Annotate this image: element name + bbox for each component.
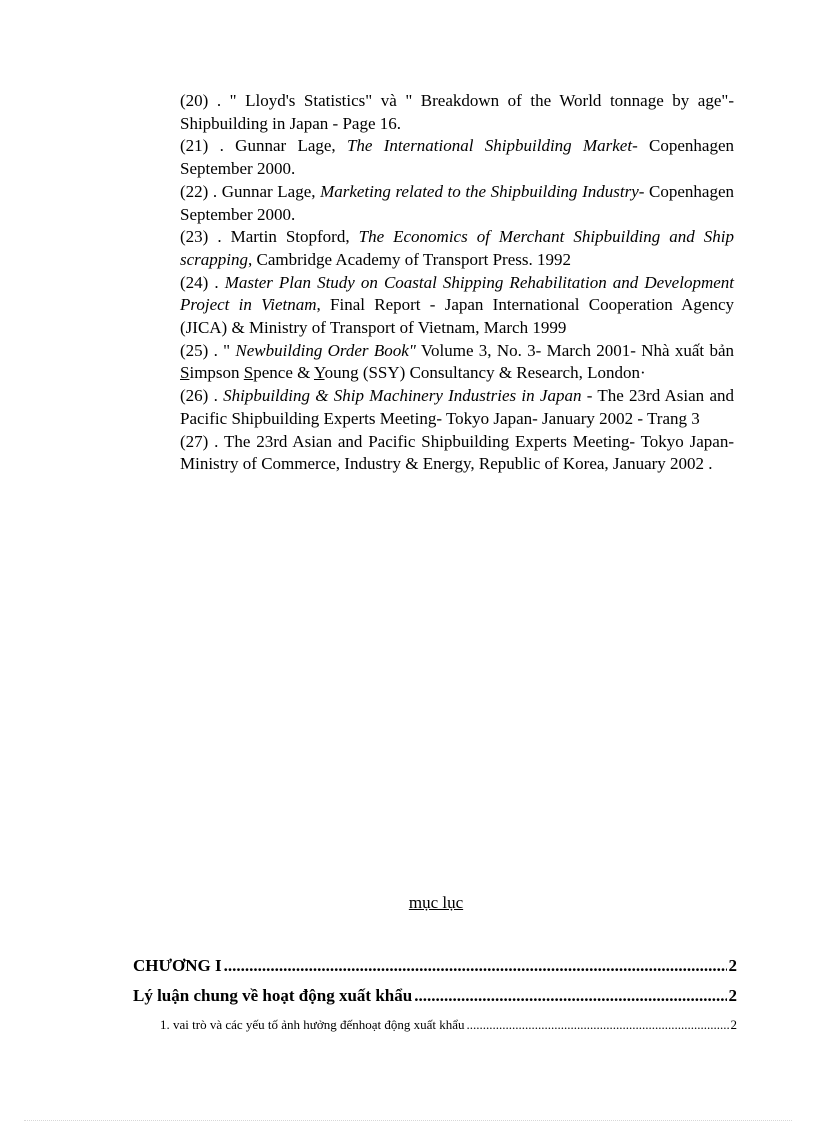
reference-text: , Cambridge Academy of Transport Press. 1992 bbox=[248, 249, 571, 269]
toc-page-number: 2 bbox=[728, 956, 737, 975]
reference-item bbox=[180, 226, 734, 271]
reference-list bbox=[180, 90, 734, 476]
reference-text: (27) . The 23rd Asian and Pacific Shipbuilding Experts Meeting- Tokyo Japan- Ministry of Commerce, Industry & Energy, Republic of Korea, January 2002 . bbox=[180, 431, 734, 474]
reference-text: (21) . Gunnar Lage, bbox=[180, 136, 347, 156]
underlined-initial: Y bbox=[313, 363, 325, 383]
reference-text: - The 23rd Asian and Pacific Shipbuilding Experts Meeting- Tokyo Japan- January 2002 - Trang 3 bbox=[180, 386, 734, 428]
reference-item bbox=[180, 340, 734, 385]
reference-text: impson bbox=[189, 363, 244, 383]
reference-text: pence & bbox=[253, 363, 314, 383]
toc-leader-dots bbox=[224, 956, 727, 976]
underlined-initial: S bbox=[243, 363, 254, 383]
toc-entry-label: 1. vai trò và các yếu tố ảnh hưởng đếnhoạt động xuất khẩu bbox=[160, 1017, 465, 1032]
reference-text: oung (SSY) Consultancy & Research, London· bbox=[324, 363, 646, 383]
reference-text: (24) . bbox=[180, 272, 225, 292]
reference-title: The Economics of Merchant Shipbuilding and Ship scrapping bbox=[180, 227, 735, 269]
reference-title: Marketing related to the Shipbuilding Industry bbox=[320, 181, 639, 201]
reference-text: (26) . bbox=[180, 386, 224, 406]
page-bottom-rule bbox=[24, 1120, 792, 1121]
toc-leader-dots bbox=[414, 986, 726, 1006]
reference-title: The International Shipbuilding Market bbox=[346, 136, 633, 156]
reference-item bbox=[180, 431, 734, 476]
reference-title: Master Plan Study on Coastal Shipping Rehabilitation and Development Project in Vietnam bbox=[180, 272, 735, 315]
reference-item bbox=[180, 181, 734, 226]
reference-text: (22) . Gunnar Lage, bbox=[180, 181, 321, 201]
reference-text: (20) . " Lloyd's Statistics" và " Breakdown of the World tonnage by age"- Shipbuilding in Japan - Page 16. bbox=[180, 91, 734, 133]
reference-item bbox=[180, 272, 734, 340]
reference-title: Newbuilding Order Book" bbox=[235, 340, 416, 360]
underlined-initial: S bbox=[180, 363, 190, 383]
toc-entry-label: CHƯƠNG I bbox=[133, 956, 222, 975]
reference-text: - Copenhagen September 2000. bbox=[180, 181, 735, 224]
reference-text: (23) . Martin Stopford, bbox=[180, 227, 359, 247]
toc-leader-dots bbox=[467, 1017, 729, 1033]
reference-item bbox=[180, 135, 734, 180]
reference-text: Volume 3, No. 3- March 2001- Nhà xuất bản bbox=[415, 340, 735, 360]
reference-item bbox=[180, 90, 734, 135]
toc-entry[interactable] bbox=[133, 986, 737, 1006]
toc-entry[interactable] bbox=[133, 956, 737, 976]
toc-entry[interactable] bbox=[160, 1017, 737, 1033]
reference-item bbox=[180, 385, 734, 430]
toc-page-number: 2 bbox=[728, 986, 737, 1005]
reference-text: , Final Report - Japan International Cooperation Agency (JICA) & Ministry of Transport of Vietnam, March 1999 bbox=[180, 295, 734, 338]
toc-title: mục lục bbox=[408, 893, 464, 912]
reference-title: Shipbuilding & Ship Machinery Industries in Japan bbox=[223, 386, 582, 406]
toc-page-number: 2 bbox=[730, 1017, 737, 1032]
reference-text: (25) . " bbox=[180, 340, 236, 360]
toc-entry-label: Lý luận chung về hoạt động xuất khẩu bbox=[133, 986, 413, 1005]
reference-text: - Copenhagen September 2000. bbox=[180, 136, 734, 179]
